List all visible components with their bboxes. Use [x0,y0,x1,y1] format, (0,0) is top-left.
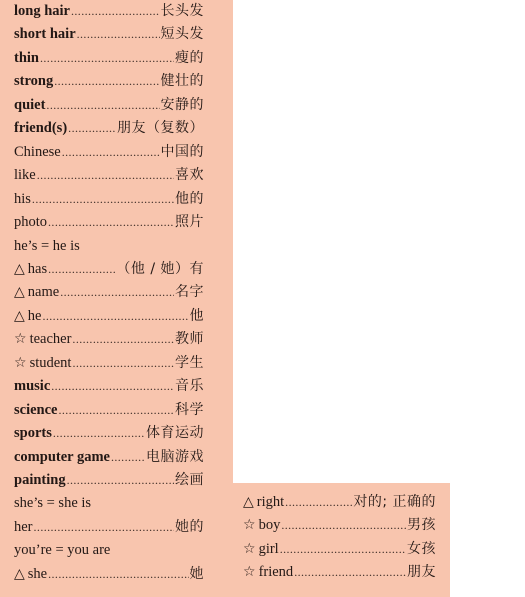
dot-leader [48,563,188,586]
vocab-entry [14,539,204,562]
vocab-term: her [14,518,33,535]
dot-leader [72,352,174,375]
vocab-term: right [256,494,285,510]
vocab-meaning: 名字 [175,284,204,301]
vocab-meaning: 体育运动 [146,425,204,442]
vocabulary-panel-right [233,483,450,597]
dot-leader [67,469,174,492]
triangle-icon: △ [14,307,25,324]
vocab-term: long hair [14,3,70,19]
vocab-meaning: 安静的 [160,96,204,113]
vocab-entry [14,352,204,375]
vocab-entry [243,491,436,514]
dot-leader [285,491,352,514]
vocab-term: student [29,354,72,371]
dot-leader [60,281,174,304]
vocab-term: she [27,565,48,582]
vocab-term: short hair [14,26,76,43]
vocab-entry [14,305,204,328]
vocab-meaning: 照片 [175,214,204,231]
dot-leader [77,23,160,46]
vocab-term: girl [258,540,279,557]
vocab-term: Chinese [14,143,61,160]
vocab-entry [14,328,204,351]
vocab-entry [243,538,436,561]
vocab-entry [14,164,204,187]
dot-leader [37,164,174,187]
vocab-term: name [27,284,60,301]
vocab-term: friend(s) [14,120,68,137]
dot-leader [34,516,174,539]
vocab-entry [14,94,204,117]
dot-leader [72,328,174,351]
dot-leader [294,561,406,584]
triangle-icon: △ [14,565,25,582]
vocab-term: he’s = he is [14,237,80,254]
vocab-entry [14,492,204,515]
dot-leader [40,47,174,70]
vocab-term: sports [14,425,52,442]
star-icon: ☆ [243,540,256,557]
vocab-entry [14,117,204,140]
vocab-entry [14,422,204,445]
dot-leader [68,117,116,140]
dot-leader [71,0,160,23]
vocab-term: computer game [14,448,110,465]
dot-leader [54,70,159,93]
star-icon: ☆ [14,331,27,348]
vocab-meaning: 朋友 [407,564,436,581]
triangle-icon: △ [14,260,25,277]
vocab-entry [14,47,204,70]
vocab-entry [243,561,436,584]
star-icon: ☆ [243,517,256,534]
dot-leader [51,375,174,398]
dot-leader [53,422,145,445]
vocab-entry [14,258,204,281]
vocab-entry [14,399,204,422]
vocab-term: boy [258,517,281,534]
vocab-meaning: 短头发 [160,26,204,43]
vocab-term: quiet [14,96,46,113]
vocab-entry [14,375,204,398]
vocab-entry [14,235,204,258]
vocab-meaning: （他 / 她）有 [116,260,204,277]
vocab-term: you’re = you are [14,542,111,559]
vocab-meaning: 音乐 [175,378,204,395]
vocab-entry [14,141,204,164]
vocab-meaning: 他 [189,307,204,324]
vocab-meaning: 她 [189,565,204,582]
vocab-meaning: 他的 [175,190,204,207]
vocab-meaning: 中国的 [160,143,204,160]
vocab-meaning: 绘画 [175,472,204,488]
vocab-entry [14,446,204,469]
dot-leader [280,538,406,561]
vocab-meaning: 电脑游戏 [146,448,204,465]
vocab-meaning: 男孩 [407,517,436,534]
vocab-term: his [14,190,31,207]
dot-leader [281,514,406,537]
vocab-entry [14,0,204,23]
dot-leader [42,305,188,328]
vocab-entry [14,23,204,46]
dot-leader [62,141,160,164]
star-icon: ☆ [14,354,27,371]
vocab-meaning: 喜欢 [175,167,204,184]
vocab-term: has [27,260,48,277]
dot-leader [46,94,159,117]
dot-leader [111,446,145,469]
vocab-term: strong [14,73,54,90]
vocab-entry [14,281,204,304]
vocab-term: science [14,401,58,418]
vocabulary-panel-left [0,0,233,597]
vocab-term: photo [14,214,48,231]
vocab-entry [14,469,204,492]
vocab-term: she’s = she is [14,495,92,512]
vocab-entry [14,211,204,234]
dot-leader [32,188,174,211]
dot-leader [48,211,174,234]
vocab-term: painting [14,472,66,488]
vocab-meaning: 她的 [175,518,204,535]
vocab-meaning: 对的; 正确的 [353,494,436,510]
vocab-meaning: 科学 [175,401,204,418]
vocab-term: like [14,167,36,184]
vocab-meaning: 健壮的 [160,73,204,90]
vocab-meaning: 学生 [175,354,204,371]
vocab-term: thin [14,49,39,66]
dot-leader [58,399,174,422]
vocab-meaning: 女孩 [407,540,436,557]
vocab-meaning: 长头发 [160,3,204,19]
vocab-meaning: 教师 [175,331,204,348]
vocab-term: music [14,378,51,395]
triangle-icon: △ [243,494,254,510]
vocab-meaning: 朋友（复数） [117,120,204,137]
vocab-entry [14,188,204,211]
star-icon: ☆ [243,564,256,581]
vocab-entry [14,563,204,586]
vocab-entry [243,514,436,537]
triangle-icon: △ [14,284,25,301]
vocab-term: friend [258,564,294,581]
vocab-entry [14,516,204,539]
vocab-term: he [27,307,42,324]
vocab-entry [14,70,204,93]
dot-leader [48,258,115,281]
vocab-meaning: 瘦的 [175,49,204,66]
vocab-term: teacher [29,331,72,348]
